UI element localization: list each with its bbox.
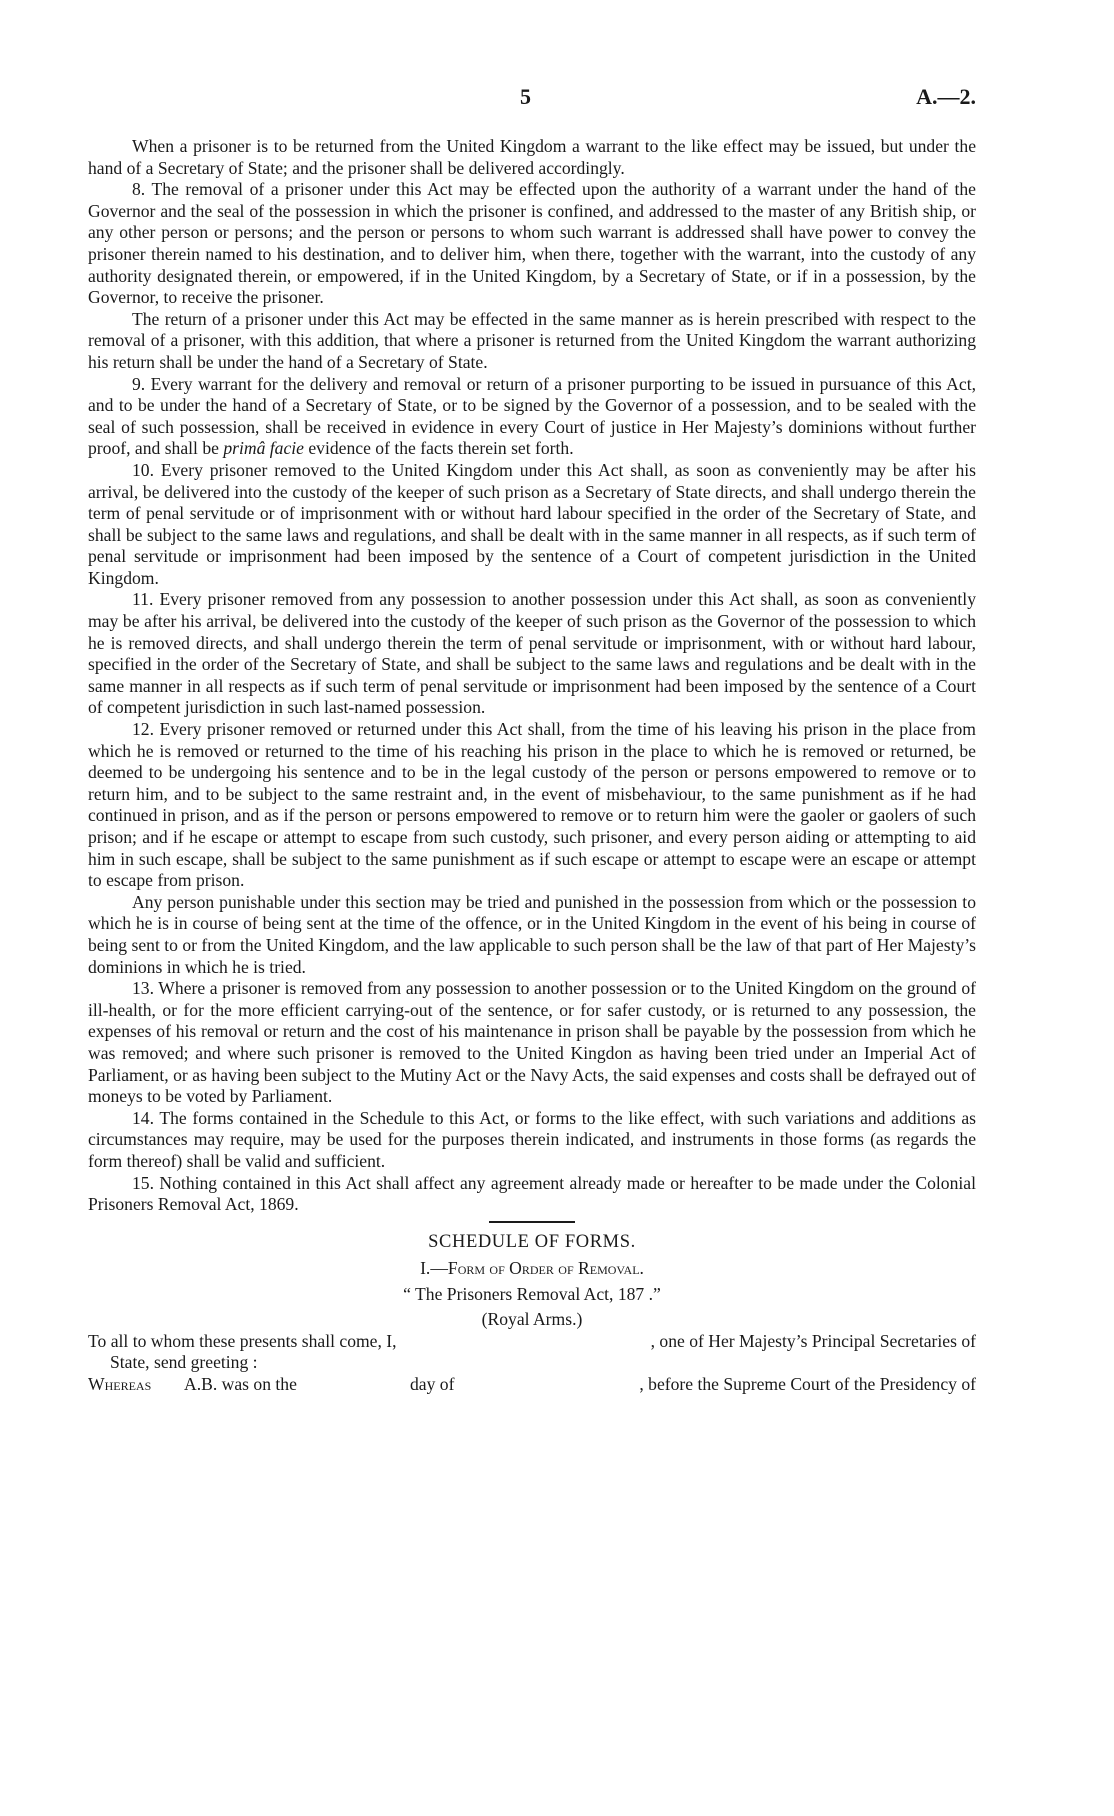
document-body (88, 136, 976, 1395)
form-text: , before the Supreme Court of the Presidency of (639, 1373, 976, 1394)
paragraph-9-text-end: evidence of the facts therein set forth. (303, 438, 574, 459)
page-header (88, 84, 976, 112)
page-number: 5 (520, 84, 531, 109)
act-title: “ The Prisoners Removal Act, 187 .” (403, 1283, 661, 1304)
form-text: day of (410, 1373, 455, 1394)
form-text: Whereas (88, 1373, 152, 1394)
form-text: To all to whom these presents shall come, I, (88, 1330, 397, 1351)
paragraph: 11. Every prisoner removed from any possession to another possession under this Act shall, as soon as conveniently may be after his arrival, be delivered into the custody of the keeper of such prison as the Governor of the possession to which he is removed directs, and shall undergo therein the term of penal servitude or imprisonment, with or without hard labour, specified in the order of the Secretary of State, and shall be subject to the same laws and regulations and be dealt with in the same manner in all respects as if such term of penal servitude or imprisonment had been imposed by the sentence of a Court of competent jurisdiction in such last-named possession. (88, 589, 976, 718)
paragraph-9 (88, 374, 976, 460)
paragraph-9-text: 9. Every warrant for the delivery and removal or return of a prisoner purporting to be issued in pursuance of this Act, and to be under the hand of a Secretary of State, or to be signed by the Governor of a possession, and to be sealed with the seal of such possession, shall be received in evidence in every Court of justice in Her Majesty’s dominions without further proof, and shall be (88, 373, 976, 459)
schedule-title: SCHEDULE OF FORMS. (428, 1231, 636, 1252)
paragraph: 13. Where a prisoner is removed from any possession to another possession or to the United Kingdom on the ground of ill-health, or for the more efficient carrying-out of the sentence, or for safer custody, or is returned to any possession, the expenses of his removal or return and the cost of his maintenance in prison shall be payable by the possession from which he was removed; and where such prisoner is removed to the United Kingdon as having been tried under an Imperial Act of Parliament, or as having been subject to the Mutiny Act or the Navy Acts, the said expenses and costs shall be defrayed out of moneys to be voted by Parliament. (88, 978, 976, 1107)
paragraph: Any person punishable under this section may be tried and punished in the possession from which or the possession to which he is in course of being sent at the time of the offence, or in the United Kingdom in the event of his being in course of being sent to or from the United Kingdom, and the law applicable to such person shall be the law of that part of Her Majesty’s dominions in which he is tried. (88, 891, 976, 977)
form-line (88, 1352, 976, 1374)
paragraph: 10. Every prisoner removed to the United Kingdom under this Act shall, as soon as conveniently may be after his arrival, be delivered into the custody of the keeper of such prison as a Secretary of State directs, and shall undergo therein the term of penal servitude or of imprisonment with or without hard labour specified in the order of the Secretary of State, and shall be subject to the same laws and regulations, and shall be dealt with in the same manner in all respects, as if such term of penal servitude or imprisonment had been imposed by the sentence of a Court of competent jurisdiction in the United Kingdom. (88, 459, 976, 588)
section-divider (489, 1221, 575, 1223)
form-text: , one of Her Majesty’s Principal Secretaries of (650, 1330, 976, 1351)
form-title: I.—Form of Order of Removal. (420, 1257, 644, 1278)
form-line (88, 1331, 976, 1353)
paragraph: 15. Nothing contained in this Act shall affect any agreement already made or hereafter to be made under the Colonial Prisoners Removal Act, 1869. (88, 1172, 976, 1215)
paragraph: The return of a prisoner under this Act may be effected in the same manner as is herein prescribed with respect to the removal of a prisoner, with this addition, that where a prisoner is returned from the United Kingdom the warrant authorizing his return shall be under the hand of a Secretary of State. (88, 308, 976, 372)
paragraph: 8. The removal of a prisoner under this Act may be effected upon the authority of a warrant under the hand of the Governor and the seal of the possession in which the prisoner is confined, and addressed to the master of any British ship, or any other person or persons; and the person or persons to whom such warrant is addressed shall have power to convey the prisoner therein named to his destination, and to deliver him, when there, together with the warrant, into the custody of any authority designated therein, or empowered, if in the United Kingdom, by a Secretary of State, or if in a possession, by the Governor, to receive the prisoner. (88, 179, 976, 308)
form-text: A.B. was on the (184, 1373, 297, 1394)
form-text: State, send greeting : (110, 1352, 258, 1373)
paragraph: 12. Every prisoner removed or returned under this Act shall, from the time of his leaving his prison in the place from which he is removed or returned to the time of his reaching his prison in the place to which he is removed or returned, be deemed to be undergoing his sentence and to be in the legal custody of the person or persons empowered to remove or to return him, and to be subject to the same restraint and, in the event of misbehaviour, to the same punishment as if he had continued in prison, and as if the person or persons empowered to remove or to return him were the gaoler or gaolers of such prison; and if he escape or attempt to escape from such custody, such prisoner, and every person aiding or attempting to aid him in such escape, shall be subject to the same punishment as if such escape or attempt to escape were an escape or attempt to escape from prison. (88, 719, 976, 891)
latin-phrase: primâ facie (223, 438, 304, 459)
paper-code: A.—2. (916, 84, 976, 109)
royal-arms-caption: (Royal Arms.) (481, 1308, 583, 1329)
paragraph: When a prisoner is to be returned from the United Kingdom a warrant to the like effect may be issued, but under the hand of a Secretary of State; and the prisoner shall be delivered accordingly. (88, 136, 976, 178)
form-line (88, 1374, 976, 1396)
paragraph: 14. The forms contained in the Schedule to this Act, or forms to the like effect, with such variations and additions as circumstances may require, may be used for the purposes therein indicated, and instruments in those forms (as regards the form thereof) shall be valid and sufficient. (88, 1107, 976, 1171)
